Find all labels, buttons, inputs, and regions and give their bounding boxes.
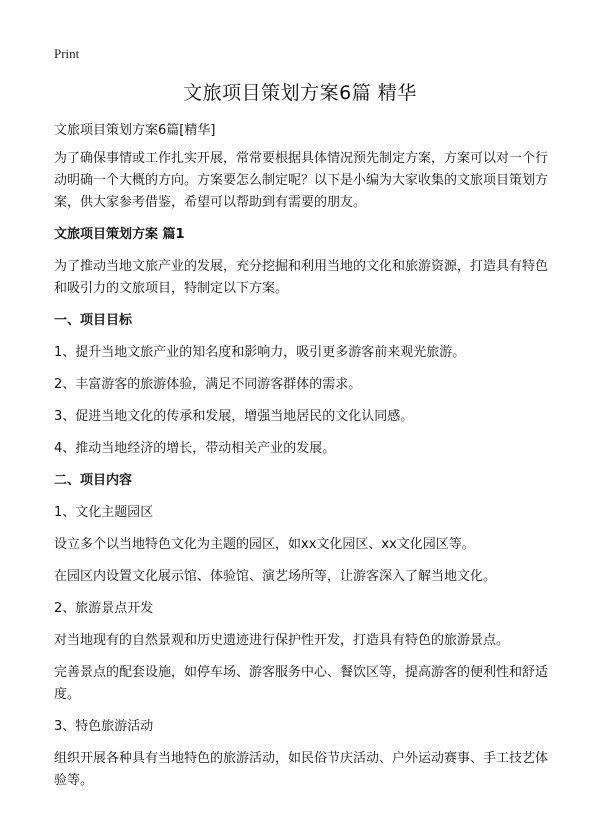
content-paragraph: 设立多个以当地特色文化为主题的园区，如xx文化园区、xx文化园区等。 [54, 537, 475, 552]
content-paragraph: 完善景点的配套设施，如停车场、游客服务中心、餐饮区等，提高游客的便利性和舒适度。 [54, 665, 549, 702]
content-paragraph: 在园区内设置文化展示馆、体验馆、演艺场所等，让游客深入了解当地文化。 [54, 569, 497, 584]
page-title: 文旅项目策划方案6篇 精华 [183, 82, 417, 104]
section-heading-goals: 一、项目目标 [54, 313, 133, 328]
goal-item: 4、推动当地经济的增长，带动相关产业的发展。 [54, 441, 336, 456]
goal-item: 1、提升当地文旅产业的知名度和影响力，吸引更多游客前来观光旅游。 [54, 345, 466, 360]
article-intro-paragraph: 为了推动当地文旅产业的发展，充分挖掘和利用当地的文化和旅游资源，打造具有特色和吸引力的文旅项目，特制定以下方案。 [54, 259, 549, 296]
section-heading-content: 二、项目内容 [54, 473, 133, 488]
content-item-heading: 1、文化主题园区 [54, 505, 154, 520]
article-heading: 文旅项目策划方案 篇1 [54, 227, 185, 242]
content-item-heading: 3、特色旅游活动 [54, 719, 154, 734]
document-body [54, 120, 554, 802]
intro-paragraph: 为了确保事情或工作扎实开展，常常要根据具体情况预先制定方案，方案可以对一个行动明确一个大概的方向。方案要怎么制定呢？以下是小编为大家收集的文旅项目策划方案，供大家参考借鉴，希望可以帮助到有需要的朋友。 [54, 151, 549, 210]
content-paragraph: 组织开展各种具有当地特色的旅游活动，如民俗节庆活动、户外运动赛事、手工技艺体验等。 [54, 751, 549, 788]
print-link[interactable]: Print [54, 46, 80, 61]
content-paragraph: 对当地现有的自然景观和历史遗迹进行保护性开发，打造具有特色的旅游景点。 [54, 633, 510, 648]
goal-item: 2、丰富游客的旅游体验，满足不同游客群体的需求。 [54, 377, 362, 392]
goal-item: 3、促进当地文化的传承和发展，增强当地居民的文化认同感。 [54, 409, 414, 424]
content-item-heading: 2、旅游景点开发 [54, 601, 154, 616]
document-subtitle: 文旅项目策划方案6篇[精华] [54, 123, 216, 138]
